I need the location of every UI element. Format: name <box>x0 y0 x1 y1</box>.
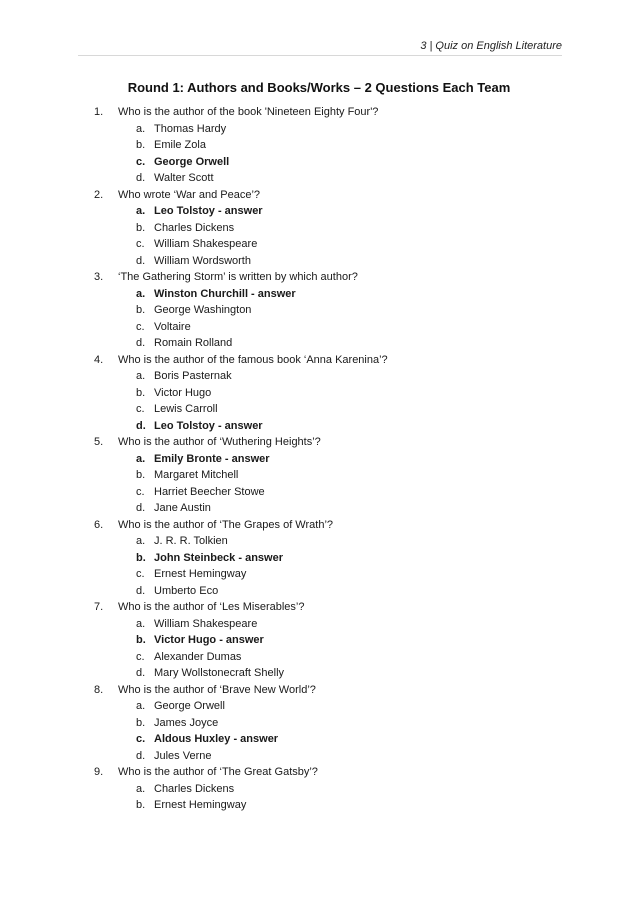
document-title: Quiz on English Literature <box>435 40 562 52</box>
question-list <box>0 104 638 814</box>
answer-option <box>0 385 638 402</box>
option-letter: c. <box>136 155 146 168</box>
option-text: Thomas Hardy <box>154 122 227 135</box>
answer-option-correct <box>0 203 638 220</box>
option-letter: c. <box>136 238 145 250</box>
option-text: Ernest Hemingway <box>154 568 247 580</box>
option-letter: a. <box>136 535 146 547</box>
question-item <box>0 187 638 204</box>
question-number: 5. <box>94 436 104 448</box>
option-letter: d. <box>136 337 146 349</box>
option-text: Charles Dickens <box>154 782 235 795</box>
option-letter: a. <box>136 287 146 300</box>
answer-option-correct <box>0 451 638 468</box>
option-letter: b. <box>136 139 146 151</box>
answer-option-correct <box>0 418 638 435</box>
option-letter: b. <box>136 634 146 646</box>
option-text: Ernest Hemingway <box>154 799 247 811</box>
option-text: Aldous Huxley - answer <box>154 733 279 745</box>
answer-option <box>0 319 638 336</box>
question-text: Who is the author of ‘The Great Gatsby’? <box>118 766 318 778</box>
option-letter: d. <box>136 667 146 679</box>
option-letter: a. <box>136 370 146 382</box>
answer-option <box>0 137 638 154</box>
question-number: 7. <box>94 601 104 613</box>
question-number: 2. <box>94 188 104 201</box>
question-number: 4. <box>94 353 104 366</box>
question-text: Who is the author of the book 'Nineteen Eighty Four'? <box>118 106 379 118</box>
answer-option <box>0 500 638 517</box>
option-text: Emile Zola <box>154 139 206 151</box>
option-text: Voltaire <box>154 320 191 333</box>
question-item <box>0 352 638 369</box>
option-letter: d. <box>136 502 146 514</box>
option-text: Leo Tolstoy - answer <box>154 419 263 432</box>
answer-option <box>0 484 638 501</box>
answer-option <box>0 401 638 418</box>
answer-option-correct <box>0 154 638 171</box>
option-text: James Joyce <box>154 716 219 729</box>
option-letter: c. <box>136 733 146 745</box>
question-number: 6. <box>94 518 104 531</box>
answer-option <box>0 566 638 583</box>
option-letter: c. <box>136 568 145 580</box>
question-item <box>0 269 638 286</box>
question-text: Who wrote ‘War and Peace’? <box>118 188 261 201</box>
answer-option-correct <box>0 731 638 748</box>
option-letter: b. <box>136 304 146 316</box>
option-letter: c. <box>136 650 145 663</box>
option-text: William Shakespeare <box>154 617 258 630</box>
answer-option <box>0 649 638 666</box>
option-letter: d. <box>136 749 146 762</box>
option-text: Umberto Eco <box>154 584 219 597</box>
question-item <box>0 682 638 699</box>
option-letter: a. <box>136 122 146 135</box>
answer-option <box>0 467 638 484</box>
option-text: Winston Churchill - answer <box>154 287 296 300</box>
option-text: George Washington <box>154 304 252 316</box>
answer-option-correct <box>0 550 638 567</box>
option-letter: a. <box>136 452 146 465</box>
option-text: Lewis Carroll <box>154 403 218 415</box>
answer-option <box>0 748 638 765</box>
answer-option-correct <box>0 286 638 303</box>
option-text: George Orwell <box>154 155 230 168</box>
option-text: Mary Wollstonecraft Shelly <box>154 667 285 679</box>
question-text: Who is the author of ‘Wuthering Heights’? <box>118 436 321 448</box>
question-item <box>0 764 638 781</box>
answer-option <box>0 220 638 237</box>
option-letter: b. <box>136 469 146 481</box>
option-text: Boris Pasternak <box>154 370 232 382</box>
option-text: William Shakespeare <box>154 238 258 250</box>
option-letter: d. <box>136 419 146 432</box>
option-text: George Orwell <box>154 700 225 712</box>
question-item <box>0 599 638 616</box>
option-letter: a. <box>136 782 146 795</box>
option-text: Margaret Mitchell <box>154 469 239 481</box>
option-text: Emily Bronte - answer <box>154 452 270 465</box>
option-text: Romain Rolland <box>154 337 233 349</box>
page-header <box>420 40 562 52</box>
option-text: Alexander Dumas <box>154 650 242 663</box>
question-item <box>0 517 638 534</box>
option-letter: b. <box>136 716 146 729</box>
option-text: William Wordsworth <box>154 254 251 267</box>
option-letter: c. <box>136 320 145 333</box>
option-text: Harriet Beecher Stowe <box>154 485 265 498</box>
option-text: Charles Dickens <box>154 221 235 234</box>
option-letter: b. <box>136 386 146 399</box>
option-letter: c. <box>136 485 145 498</box>
answer-option <box>0 583 638 600</box>
answer-option <box>0 698 638 715</box>
option-text: Jane Austin <box>154 502 211 514</box>
question-text: ‘The Gathering Storm’ is written by which author? <box>118 271 358 283</box>
question-text: Who is the author of ‘The Grapes of Wrath’? <box>118 518 334 531</box>
option-letter: b. <box>136 221 146 234</box>
option-text: Victor Hugo <box>154 386 212 399</box>
option-text: Leo Tolstoy - answer <box>154 205 263 217</box>
option-text: J. R. R. Tolkien <box>154 535 228 547</box>
answer-option <box>0 170 638 187</box>
option-text: Victor Hugo - answer <box>154 634 264 646</box>
question-item <box>0 434 638 451</box>
question-item <box>0 104 638 121</box>
option-letter: d. <box>136 172 146 184</box>
answer-option <box>0 302 638 319</box>
answer-option <box>0 533 638 550</box>
option-letter: b. <box>136 551 146 564</box>
question-number: 1. <box>94 106 104 118</box>
option-letter: d. <box>136 254 146 267</box>
header-separator: | <box>429 40 433 52</box>
option-letter: a. <box>136 617 146 630</box>
page-number: 3 <box>420 40 427 52</box>
answer-option <box>0 781 638 798</box>
answer-option-correct <box>0 632 638 649</box>
answer-option <box>0 253 638 270</box>
answer-option <box>0 665 638 682</box>
option-letter: b. <box>136 799 146 811</box>
option-text: Jules Verne <box>154 749 212 762</box>
question-number: 8. <box>94 683 104 696</box>
option-text: Walter Scott <box>154 172 214 184</box>
answer-option <box>0 121 638 138</box>
round-title: Round 1: Authors and Books/Works – 2 Questions Each Team <box>127 80 511 95</box>
option-letter: c. <box>136 403 145 415</box>
question-number: 3. <box>94 271 104 283</box>
option-letter: a. <box>136 700 146 712</box>
answer-option <box>0 797 638 814</box>
answer-option <box>0 368 638 385</box>
answer-option <box>0 616 638 633</box>
question-number: 9. <box>94 766 104 778</box>
header-divider <box>78 55 562 56</box>
answer-option <box>0 335 638 352</box>
option-text: John Steinbeck - answer <box>154 551 283 564</box>
option-letter: a. <box>136 205 146 217</box>
option-letter: d. <box>136 584 146 597</box>
question-text: Who is the author of the famous book ‘Anna Karenina’? <box>118 353 388 366</box>
answer-option <box>0 236 638 253</box>
question-text: Who is the author of ‘Brave New World’? <box>118 683 316 696</box>
answer-option <box>0 715 638 732</box>
question-text: Who is the author of ‘Les Miserables’? <box>118 601 305 613</box>
